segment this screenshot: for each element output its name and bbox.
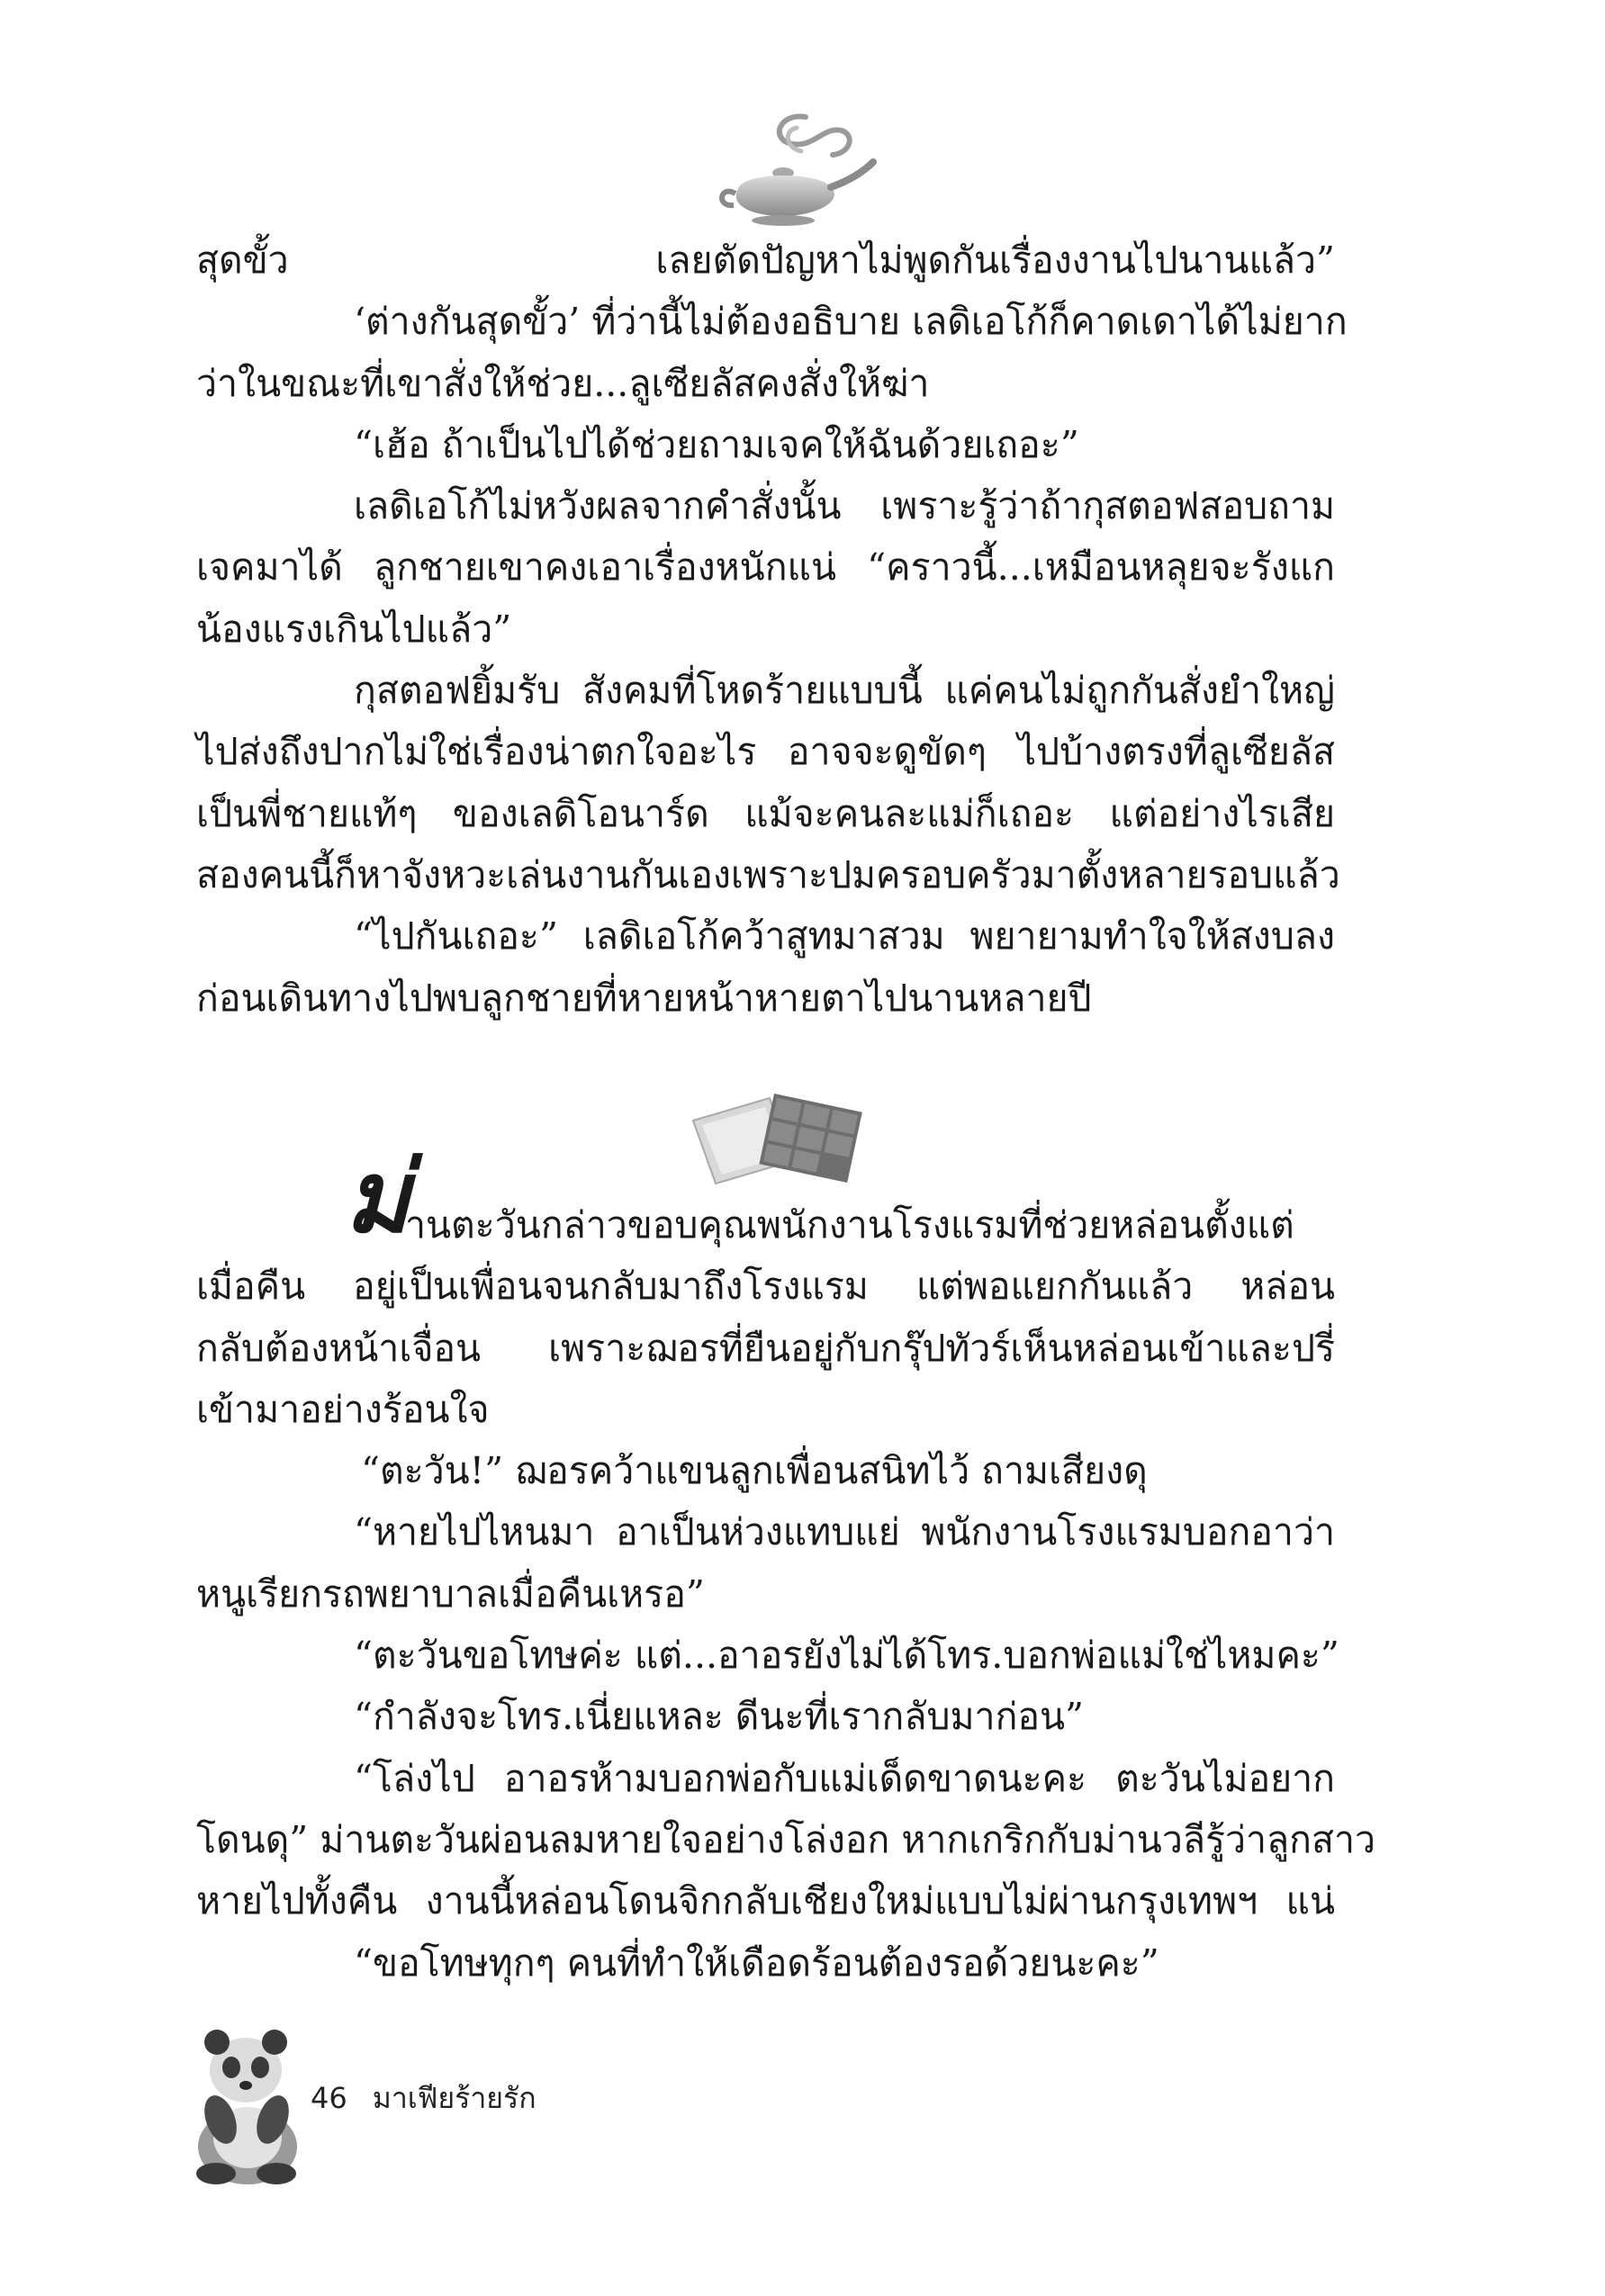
text-line: ไปส่งถึงปากไม่ใช่เรื่องน่าตกใจอะไร อาจจะดูขัดๆ ไปบ้างตรงที่ลูเซียลัส [196, 730, 1335, 774]
text-line: “โล่งไป อาอรห้ามบอกพ่อกับแม่เด็ดขาดนะคะ ตะวันไม่อยาก [354, 1756, 1335, 1800]
text-line: หนูเรียกรถพยาบาลเมื่อคืนเหรอ” [196, 1571, 705, 1616]
chocolate-bar-icon [684, 1085, 878, 1188]
page-footer [311, 2075, 537, 2121]
text-line: “ตะวันขอโทษค่ะ แต่...อาอรยังไม่ได้โทร.บอกพ่อแม่ใช่ไหมคะ” [354, 1634, 1339, 1678]
text-line: “หายไปไหนมา อาเป็นห่วงแทบแย่ พนักงานโรงแรมบอกอาว่า [354, 1510, 1335, 1554]
text-block-top [196, 230, 1348, 1029]
text-line: “ตะวัน!” ฌอรคว้าแขนลูกเพื่อนสนิทไว้ ถามเสียงดุ [361, 1449, 1148, 1493]
drop-cap: ม่ [345, 1139, 410, 1255]
text-line: “ไปกันเถอะ” เลดิเอโก้คว้าสูทมาสวม พยายามทำใจให้สงบลง [354, 914, 1335, 959]
text-line: “ขอโทษทุกๆ คนที่ทำให้เดือดร้อนต้องรอด้วยนะคะ” [354, 1940, 1159, 1985]
text-line: กุสตอฟยิ้มรับ สังคมที่โหดร้ายแบบนี้ แค่คนไม่ถูกกันสั่งยำใหญ่ [354, 669, 1335, 713]
text-line: เจคมาได้ ลูกชายเขาคงเอาเรื่องหนักแน่ “คราวนี้...เหมือนหลุยจะรังแก [196, 545, 1335, 590]
text-line: “กำลังจะโทร.เนี่ยแหละ ดีนะที่เรากลับมาก่อน” [354, 1695, 1085, 1739]
genie-lamp-icon [707, 108, 878, 234]
book-title: มาเฟียร้ายรัก [372, 2081, 537, 2115]
page-number: 46 [311, 2081, 347, 2115]
text-line: หายไปทั้งคืน งานนี้หล่อนโดนจิกกลับเชียงใหม่แบบไม่ผ่านกรุงเทพฯ แน่ [196, 1879, 1335, 1923]
panda-icon [185, 2012, 306, 2187]
text-line: เป็นพี่ชายแท้ๆ ของเลดิโอนาร์ด แม้จะคนละแม่ก็เถอะ แต่อย่างไรเสีย [196, 791, 1335, 835]
text-line: สุดขั้ว เลยตัดปัญหาไม่พูดกันเรื่องงานไปนานแล้ว” [196, 239, 1335, 282]
text-line: ก่อนเดินทางไปพบลูกชายที่หายหน้าหายตาไปนานหลายปี [196, 976, 1092, 1020]
text-block-bottom [196, 1139, 1376, 1994]
dropcap-line [196, 1139, 1335, 1256]
text-line: เข้ามาอย่างร้อนใจ [196, 1387, 490, 1431]
text-line: โดนดุ” ม่านตะวันผ่อนลมหายใจอย่างโล่งอก หากเกริกกับม่านวลีรู้ว่าลูกสาว [196, 1817, 1376, 1861]
text-line: เมื่อคืน อยู่เป็นเพื่อนจนกลับมาถึงโรงแรม แต่พอแยกกันแล้ว หล่อน [196, 1265, 1335, 1309]
text-line: กลับต้องหน้าเจื่อน เพราะฌอรที่ยืนอยู่กับกรุ๊ปทัวร์เห็นหล่อนเข้าและปรี่ [196, 1326, 1335, 1370]
text-line: เลดิเอโก้ไม่หวังผลจากคำสั่งนั้น เพราะรู้ว่าถ้ากุสตอฟสอบถาม [354, 484, 1335, 528]
text-line: น้องแรงเกินไปแล้ว” [196, 607, 512, 651]
text-line: ‘ต่างกันสุดขั้ว’ ที่ว่านี้ไม่ต้องอธิบาย เลดิเอโก้ก็คาดเดาได้ไม่ยาก [354, 300, 1348, 344]
text-line: “เฮ้อ ถ้าเป็นไปได้ช่วยถามเจคให้ฉันด้วยเถอะ” [354, 422, 1079, 466]
text-line: านตะวันกล่าวขอบคุณพนักงานโรงแรมที่ช่วยหล่อนตั้งแต่ [405, 1203, 1294, 1247]
text-line: สองคนนี้ก็หาจังหวะเล่นงานกันเองเพราะปมครอบครัวมาตั้งหลายรอบแล้ว [196, 852, 1340, 896]
text-line: ว่าในขณะที่เขาสั่งให้ช่วย...ลูเซียลัสคงสั่งให้ฆ่า [196, 361, 930, 405]
